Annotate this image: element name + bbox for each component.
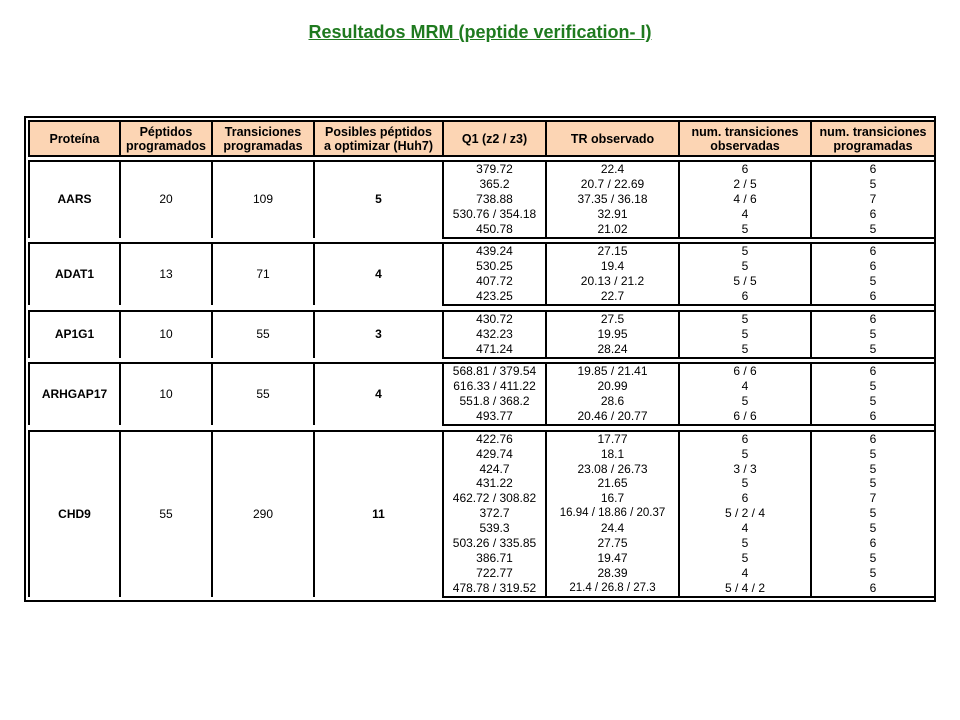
transiciones-observadas-cell: 5 <box>679 342 811 358</box>
tr-observado-cell: 37.35 / 36.18 <box>546 192 679 207</box>
transiciones-observadas-cell: 5 / 5 <box>679 274 811 289</box>
transiciones-observadas-cell: 5 <box>679 551 811 566</box>
q1-cell: 424.7 <box>443 462 546 477</box>
transiciones-programadas-cell: 290 <box>212 431 314 597</box>
transiciones-observadas-cell: 4 <box>679 521 811 536</box>
protein-cell: CHD9 <box>29 431 120 597</box>
transiciones-programadas-count-cell: 7 <box>811 192 935 207</box>
transiciones-observadas-cell: 5 <box>679 243 811 259</box>
tr-observado-cell: 20.7 / 22.69 <box>546 177 679 192</box>
transiciones-observadas-cell: 2 / 5 <box>679 177 811 192</box>
peptidos-programados-cell: 10 <box>120 363 212 425</box>
header-row <box>29 121 935 156</box>
transiciones-observadas-cell: 4 <box>679 379 811 394</box>
header-tr-observado: TR observado <box>546 121 679 156</box>
protein-cell: AP1G1 <box>29 311 120 358</box>
transiciones-programadas-count-cell: 5 <box>811 462 935 477</box>
tr-observado-cell: 16.94 / 18.86 / 20.37 <box>546 506 679 521</box>
q1-cell: 439.24 <box>443 243 546 259</box>
transiciones-observadas-cell: 6 <box>679 491 811 506</box>
header-q1: Q1 (z2 / z3) <box>443 121 546 156</box>
q1-cell: 738.88 <box>443 192 546 207</box>
protein-cell: ARHGAP17 <box>29 363 120 425</box>
q1-cell: 422.76 <box>443 431 546 447</box>
header-transiciones-programadas-count: num. transiciones programadas <box>811 121 935 156</box>
tr-observado-cell: 23.08 / 26.73 <box>546 462 679 477</box>
transiciones-programadas-count-cell: 5 <box>811 476 935 491</box>
transiciones-programadas-count-cell: 5 <box>811 566 935 581</box>
table-row <box>29 243 935 259</box>
q1-cell: 429.74 <box>443 447 546 462</box>
transiciones-observadas-cell: 5 <box>679 259 811 274</box>
transiciones-programadas-count-cell: 5 <box>811 551 935 566</box>
q1-cell: 372.7 <box>443 506 546 521</box>
q1-cell: 478.78 / 319.52 <box>443 581 546 597</box>
transiciones-programadas-count-cell: 5 <box>811 506 935 521</box>
tr-observado-cell: 27.15 <box>546 243 679 259</box>
tr-observado-cell: 20.99 <box>546 379 679 394</box>
posibles-peptidos-cell: 5 <box>314 161 443 238</box>
page-title: Resultados MRM (peptide verification- I) <box>308 22 652 42</box>
transiciones-programadas-count-cell: 6 <box>811 409 935 425</box>
tr-observado-cell: 21.65 <box>546 476 679 491</box>
transiciones-observadas-cell: 3 / 3 <box>679 462 811 477</box>
transiciones-observadas-cell: 5 <box>679 222 811 238</box>
header-proteina: Proteína <box>29 121 120 156</box>
tr-observado-cell: 27.75 <box>546 536 679 551</box>
transiciones-observadas-cell: 4 <box>679 207 811 222</box>
transiciones-programadas-count-cell: 5 <box>811 327 935 342</box>
q1-cell: 471.24 <box>443 342 546 358</box>
transiciones-programadas-count-cell: 5 <box>811 274 935 289</box>
transiciones-programadas-count-cell: 6 <box>811 536 935 551</box>
transiciones-programadas-count-cell: 5 <box>811 447 935 462</box>
results-table <box>28 120 936 598</box>
tr-observado-cell: 20.13 / 21.2 <box>546 274 679 289</box>
results-body <box>29 161 935 597</box>
tr-observado-cell: 28.24 <box>546 342 679 358</box>
transiciones-programadas-count-cell: 5 <box>811 222 935 238</box>
tr-observado-cell: 19.4 <box>546 259 679 274</box>
transiciones-programadas-cell: 55 <box>212 363 314 425</box>
q1-cell: 551.8 / 368.2 <box>443 394 546 409</box>
q1-cell: 530.25 <box>443 259 546 274</box>
q1-cell: 493.77 <box>443 409 546 425</box>
transiciones-observadas-cell: 5 / 4 / 2 <box>679 581 811 597</box>
tr-observado-cell: 18.1 <box>546 447 679 462</box>
table-row <box>29 363 935 379</box>
transiciones-programadas-count-cell: 6 <box>811 289 935 305</box>
tr-observado-cell: 22.7 <box>546 289 679 305</box>
peptidos-programados-cell: 20 <box>120 161 212 238</box>
transiciones-observadas-cell: 6 <box>679 289 811 305</box>
q1-cell: 379.72 <box>443 161 546 177</box>
tr-observado-cell: 21.4 / 26.8 / 27.3 <box>546 581 679 597</box>
q1-cell: 407.72 <box>443 274 546 289</box>
transiciones-programadas-count-cell: 5 <box>811 394 935 409</box>
transiciones-programadas-count-cell: 5 <box>811 177 935 192</box>
transiciones-programadas-count-cell: 5 <box>811 521 935 536</box>
header-peptidos-programados: Péptidos programados <box>120 121 212 156</box>
table-row <box>29 311 935 327</box>
tr-observado-cell: 19.47 <box>546 551 679 566</box>
header-posibles-peptidos: Posibles péptidos a optimizar (Huh7) <box>314 121 443 156</box>
q1-cell: 423.25 <box>443 289 546 305</box>
transiciones-programadas-count-cell: 6 <box>811 243 935 259</box>
tr-observado-cell: 20.46 / 20.77 <box>546 409 679 425</box>
peptidos-programados-cell: 55 <box>120 431 212 597</box>
transiciones-observadas-cell: 5 <box>679 476 811 491</box>
q1-cell: 503.26 / 335.85 <box>443 536 546 551</box>
posibles-peptidos-cell: 4 <box>314 243 443 305</box>
transiciones-programadas-count-cell: 5 <box>811 379 935 394</box>
results-table-frame <box>24 116 936 602</box>
tr-observado-cell: 22.4 <box>546 161 679 177</box>
transiciones-observadas-cell: 5 <box>679 311 811 327</box>
tr-observado-cell: 24.4 <box>546 521 679 536</box>
posibles-peptidos-cell: 4 <box>314 363 443 425</box>
transiciones-observadas-cell: 6 / 6 <box>679 363 811 379</box>
q1-cell: 430.72 <box>443 311 546 327</box>
tr-observado-cell: 19.95 <box>546 327 679 342</box>
transiciones-programadas-count-cell: 5 <box>811 342 935 358</box>
tr-observado-cell: 19.85 / 21.41 <box>546 363 679 379</box>
q1-cell: 365.2 <box>443 177 546 192</box>
q1-cell: 568.81 / 379.54 <box>443 363 546 379</box>
q1-cell: 432.23 <box>443 327 546 342</box>
table-row <box>29 161 935 177</box>
transiciones-observadas-cell: 6 <box>679 161 811 177</box>
tr-observado-cell: 32.91 <box>546 207 679 222</box>
transiciones-programadas-cell: 71 <box>212 243 314 305</box>
protein-cell: ADAT1 <box>29 243 120 305</box>
transiciones-programadas-count-cell: 6 <box>811 259 935 274</box>
transiciones-observadas-cell: 5 <box>679 536 811 551</box>
transiciones-programadas-cell: 109 <box>212 161 314 238</box>
tr-observado-cell: 17.77 <box>546 431 679 447</box>
q1-cell: 722.77 <box>443 566 546 581</box>
transiciones-programadas-count-cell: 6 <box>811 581 935 597</box>
transiciones-observadas-cell: 4 <box>679 566 811 581</box>
transiciones-programadas-count-cell: 6 <box>811 363 935 379</box>
tr-observado-cell: 16.7 <box>546 491 679 506</box>
q1-cell: 616.33 / 411.22 <box>443 379 546 394</box>
transiciones-observadas-cell: 5 <box>679 327 811 342</box>
peptidos-programados-cell: 13 <box>120 243 212 305</box>
tr-observado-cell: 21.02 <box>546 222 679 238</box>
transiciones-observadas-cell: 6 <box>679 431 811 447</box>
protein-cell: AARS <box>29 161 120 238</box>
transiciones-observadas-cell: 5 <box>679 394 811 409</box>
transiciones-programadas-cell: 55 <box>212 311 314 358</box>
transiciones-programadas-count-cell: 6 <box>811 161 935 177</box>
tr-observado-cell: 28.39 <box>546 566 679 581</box>
q1-cell: 450.78 <box>443 222 546 238</box>
header-transiciones-programadas: Transiciones programadas <box>212 121 314 156</box>
tr-observado-cell: 28.6 <box>546 394 679 409</box>
q1-cell: 386.71 <box>443 551 546 566</box>
q1-cell: 431.22 <box>443 476 546 491</box>
table-row <box>29 431 935 447</box>
transiciones-programadas-count-cell: 6 <box>811 311 935 327</box>
q1-cell: 462.72 / 308.82 <box>443 491 546 506</box>
q1-cell: 539.3 <box>443 521 546 536</box>
transiciones-programadas-count-cell: 6 <box>811 431 935 447</box>
posibles-peptidos-cell: 11 <box>314 431 443 597</box>
transiciones-programadas-count-cell: 7 <box>811 491 935 506</box>
transiciones-observadas-cell: 5 <box>679 447 811 462</box>
transiciones-observadas-cell: 5 / 2 / 4 <box>679 506 811 521</box>
posibles-peptidos-cell: 3 <box>314 311 443 358</box>
transiciones-observadas-cell: 4 / 6 <box>679 192 811 207</box>
transiciones-observadas-cell: 6 / 6 <box>679 409 811 425</box>
transiciones-programadas-count-cell: 6 <box>811 207 935 222</box>
tr-observado-cell: 27.5 <box>546 311 679 327</box>
q1-cell: 530.76 / 354.18 <box>443 207 546 222</box>
header-transiciones-observadas: num. transiciones observadas <box>679 121 811 156</box>
peptidos-programados-cell: 10 <box>120 311 212 358</box>
